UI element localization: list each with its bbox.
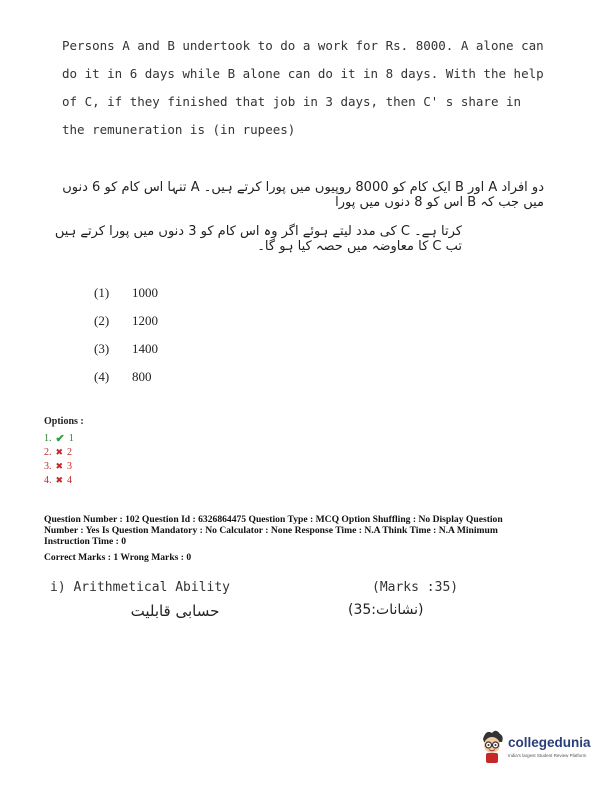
option-item-1: [44, 431, 84, 445]
logo-tagline: India's largest Student Review Platform: [508, 753, 587, 758]
choice-number: (2): [94, 313, 110, 328]
cross-icon: ✖: [55, 474, 64, 485]
choice-2: [94, 313, 158, 341]
choice-number: (3): [94, 341, 110, 356]
choice-text: 1400: [132, 341, 158, 356]
option-item-3: [44, 459, 84, 473]
option-value: 2: [67, 446, 73, 458]
metadata-line: Number : Yes Is Question Mandatory : No Calculator : None Response Time : N.A Think Time : N.A Minimum: [44, 525, 498, 536]
option-value: 3: [67, 460, 73, 472]
marks-info: Correct Marks : 1 Wrong Marks : 0: [44, 552, 192, 563]
collegedunia-logo: [478, 727, 604, 777]
check-icon: ✔: [55, 432, 65, 445]
section-marks-english: (Marks :35): [372, 580, 459, 595]
option-item-4: [44, 473, 84, 487]
option-value: 1: [68, 432, 74, 444]
answer-choices: [94, 285, 158, 397]
options-list: [44, 416, 84, 487]
question-metadata: [44, 514, 564, 563]
question-line: Persons A and B undertook to do a work for Rs. 8000. A alone can: [62, 38, 544, 53]
options-header: Options :: [44, 416, 84, 427]
option-prefix: 4.: [44, 474, 52, 486]
option-prefix: 1.: [44, 432, 52, 444]
question-text-urdu-line-2: کرتا ہے۔ C کی مدد لیتے ہوئے اگر وہ اس کام کو 3 دنوں میں پورا کرتے ہیں تب C کا معاوضہ میں حصہ کیا ہو گا۔: [54, 224, 462, 254]
option-prefix: 2.: [44, 446, 52, 458]
section-title-english: i) Arithmetical Ability: [50, 580, 231, 595]
option-item-2: [44, 445, 84, 459]
cross-icon: ✖: [55, 460, 64, 471]
option-prefix: 3.: [44, 460, 52, 472]
question-line: of C, if they finished that job in 3 days, then C' s share in: [62, 94, 522, 109]
section-title-urdu: حسابی قابلیت: [130, 602, 220, 620]
metadata-line: Instruction Time : 0: [44, 536, 126, 547]
choice-4: [94, 369, 158, 397]
choice-number: (1): [94, 285, 110, 300]
question-line: the remuneration is (in rupees): [62, 122, 296, 137]
mascot-icon: [478, 727, 506, 765]
option-value: 4: [67, 474, 73, 486]
section-marks-urdu: (نشانات:35): [348, 602, 424, 618]
choice-text: 1200: [132, 313, 158, 328]
question-line: do it in 6 days while B alone can do it in 8 days. With the help: [62, 66, 544, 81]
choice-text: 800: [132, 369, 152, 384]
cross-icon: ✖: [55, 446, 64, 457]
question-text-english: [62, 32, 542, 144]
choice-1: [94, 285, 158, 313]
choice-number: (4): [94, 369, 110, 384]
question-text-urdu-line-1: دو افراد A اور B ایک کام کو 8000 روپیوں میں پورا کرتے ہیں۔ A تنہا اس کام کو 6 دنوں میں جب کہ B اس کو 8 دنوں میں پورا: [62, 180, 544, 210]
logo-brand: collegedunia: [508, 735, 591, 750]
choice-text: 1000: [132, 285, 158, 300]
choice-3: [94, 341, 158, 369]
metadata-line: Question Number : 102 Question Id : 6326864475 Question Type : MCQ Option Shuffling : No Display Question: [44, 514, 503, 525]
